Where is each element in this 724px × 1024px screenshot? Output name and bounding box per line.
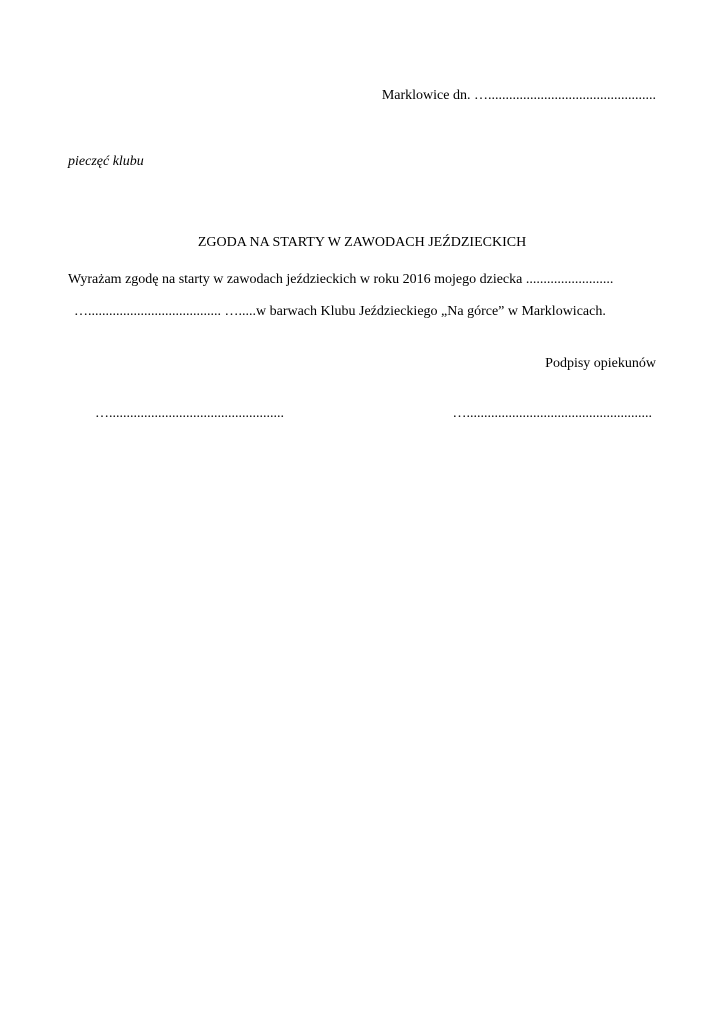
document-title: ZGODA NA STARTY W ZAWODACH JEŹDZIECKICH	[197, 235, 527, 250]
club-stamp-label: pieczęć klubu	[68, 154, 144, 169]
signature-line-left: …..................................................	[95, 406, 284, 421]
consent-text-line-1: Wyrażam zgodę na starty w zawodach jeździeckich w roku 2016 mojego dziecka .........................	[68, 272, 614, 287]
signature-line-right: ….....................................................	[452, 406, 652, 421]
guardian-signatures-label: Podpisy opiekunów	[545, 356, 656, 371]
place-date-line: Marklowice dn. …................................................	[381, 88, 656, 103]
consent-text-line-2: …...................................... ….....w barwach Klubu Jeździeckiego „Na górce” w Marklowicach.	[74, 304, 606, 319]
